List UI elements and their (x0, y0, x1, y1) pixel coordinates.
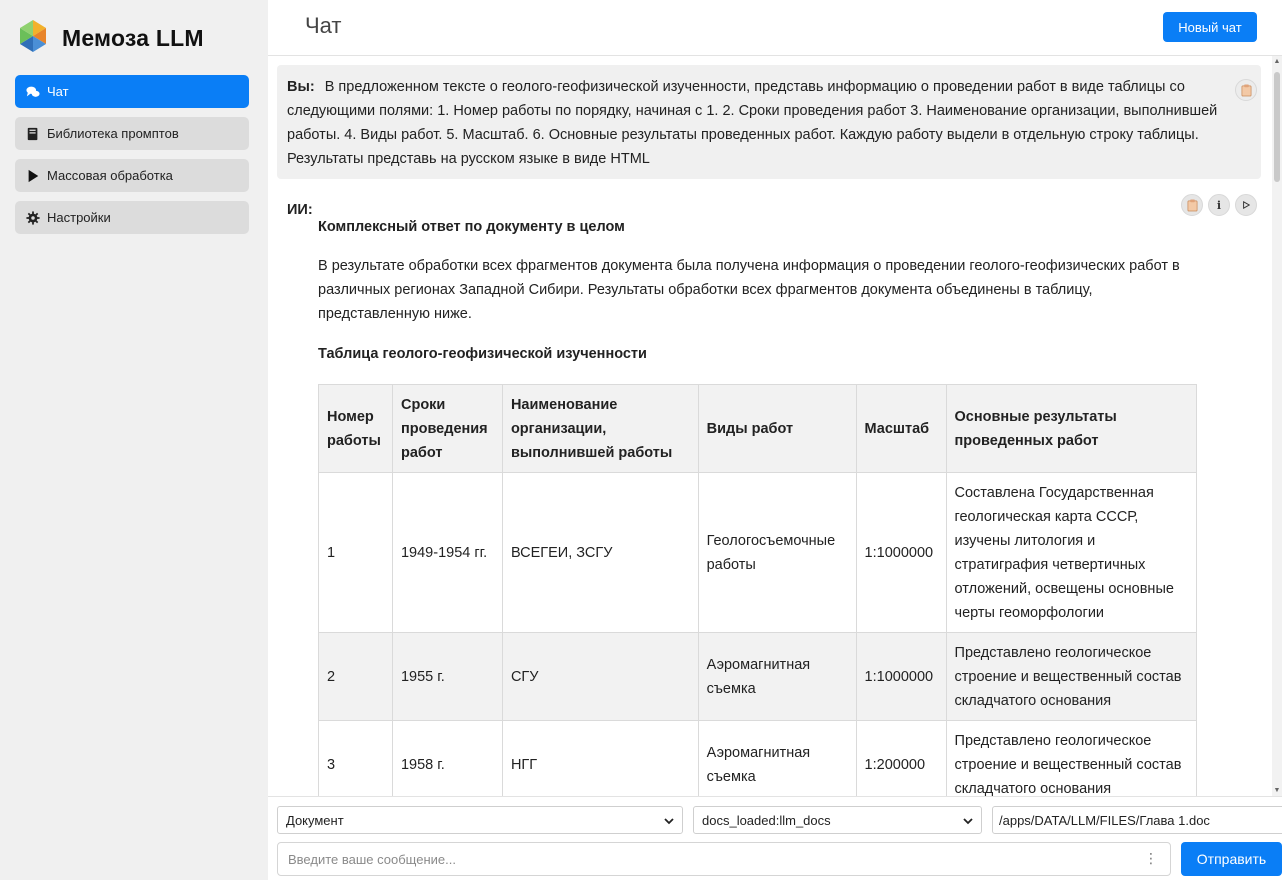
sidebar-item-label: Массовая обработка (47, 168, 173, 183)
ai-heading: Комплексный ответ по документу в целом (318, 219, 625, 235)
table-cell: Составлена Государственная геологическая карта СССР, изучены литология и стратиграфия четвертичных отложений, освещены основные черты геоморфологии (946, 473, 1196, 633)
table-header: Наименование организации, выполнившей работы (502, 385, 698, 473)
message-input[interactable] (277, 842, 1171, 876)
page-title: Чат (305, 13, 342, 38)
scroll-up-icon[interactable]: ▲ (1273, 58, 1281, 65)
gear-icon (25, 210, 41, 226)
ai-message-body (318, 215, 1198, 796)
table-cell: 1:1000000 (856, 473, 946, 633)
footer-controls (268, 796, 1282, 880)
sidebar (0, 0, 268, 880)
collection-select[interactable] (693, 806, 982, 834)
collection-select-value: docs_loaded:llm_docs (702, 812, 831, 828)
table-cell: ВСЕГЕИ, ЗСГУ (502, 473, 698, 633)
send-button[interactable]: Отправить (1181, 842, 1282, 876)
info-icon[interactable]: i (1208, 194, 1230, 216)
mode-select[interactable] (277, 806, 683, 834)
table-header-row (319, 385, 1197, 473)
table-cell: СГУ (502, 633, 698, 721)
table-cell: Аэромагнитная съемка (698, 633, 856, 721)
clipboard-icon[interactable] (1181, 194, 1203, 216)
chat-scrollbar[interactable] (1272, 56, 1282, 796)
mode-select-value: Документ (286, 812, 344, 828)
play-icon (25, 168, 41, 184)
sidebar-item-settings[interactable] (15, 201, 249, 234)
table-row (319, 473, 1197, 633)
user-author: Вы: (287, 79, 315, 95)
sidebar-item-label: Чат (47, 84, 69, 99)
table-title: Таблица геолого-геофизической изученности (318, 346, 647, 362)
table-header: Сроки проведения работ (392, 385, 502, 473)
scroll-down-icon[interactable]: ▼ (1273, 787, 1281, 794)
book-icon (25, 126, 41, 142)
app-name: Мемоза LLM (62, 25, 204, 51)
memoza-logo-icon (18, 20, 48, 57)
results-table (318, 384, 1197, 796)
more-options-icon[interactable]: ⋮ (1144, 850, 1158, 866)
clipboard-icon[interactable] (1235, 79, 1257, 101)
table-cell: 1958 г. (392, 721, 502, 797)
table-row (319, 721, 1197, 797)
table-header: Основные результаты проведенных работ (946, 385, 1196, 473)
table-cell: НГГ (502, 721, 698, 797)
file-path-field[interactable] (992, 806, 1282, 834)
file-path-value: /apps/DATA/LLM/FILES/Глава 1.doc (999, 812, 1210, 828)
chat-bubbles-icon (25, 84, 41, 100)
table-cell: 1 (319, 473, 393, 633)
table-cell: Представлено геологическое строение и вещественный состав складчатого основания (946, 721, 1196, 797)
table-cell: 1:200000 (856, 721, 946, 797)
table-cell: 2 (319, 633, 393, 721)
header (268, 0, 1282, 56)
sidebar-item-label: Настройки (47, 210, 111, 225)
table-cell: 1:1000000 (856, 633, 946, 721)
table-cell: 3 (319, 721, 393, 797)
chat-area (268, 56, 1272, 796)
chevron-down-icon (962, 815, 974, 827)
table-header: Виды работ (698, 385, 856, 473)
chevron-down-icon (663, 815, 675, 827)
ai-message (277, 189, 1261, 796)
play-icon[interactable] (1235, 194, 1257, 216)
sidebar-item-batch-processing[interactable] (15, 159, 249, 192)
table-header: Масштаб (856, 385, 946, 473)
table-cell: Представлено геологическое строение и вещественный состав складчатого основания (946, 633, 1196, 721)
table-cell: 1955 г. (392, 633, 502, 721)
table-cell: 1949-1954 гг. (392, 473, 502, 633)
ai-paragraph: В результате обработки всех фрагментов документа была получена информация о проведении геолого-геофизических работ в различных регионах Западной Сибири. Результаты обработки всех фрагментов документа объединены в таблицу, представленную ниже. (318, 258, 1180, 322)
table-header: Номер работы (319, 385, 393, 473)
table-row (319, 633, 1197, 721)
user-message (277, 65, 1261, 179)
table-cell: Аэромагнитная съемка (698, 721, 856, 797)
sidebar-item-chat[interactable] (15, 75, 249, 108)
brand (18, 20, 204, 57)
new-chat-button[interactable]: Новый чат (1163, 12, 1257, 42)
user-message-text: В предложенном тексте о геолого-геофизической изученности, представь информацию о проведении работ в виде таблицы со следующими полями: 1. Номер работы по порядку, начиная с 1. 2. Сроки проведения работ 3. Наименование организации, выполнившей работы. 4. Виды работ. 5. Масштаб. 6. Основные результаты проведенных работ. Каждую работу выдели в отдельную строку таблицы. Результаты представь на русском языке в виде HTML (287, 79, 1218, 167)
sidebar-item-label: Библиотека промптов (47, 126, 179, 141)
ai-author: ИИ: (287, 202, 313, 218)
table-cell: Геологосъемочные работы (698, 473, 856, 633)
scrollbar-thumb[interactable] (1274, 72, 1280, 182)
sidebar-item-prompt-library[interactable] (15, 117, 249, 150)
